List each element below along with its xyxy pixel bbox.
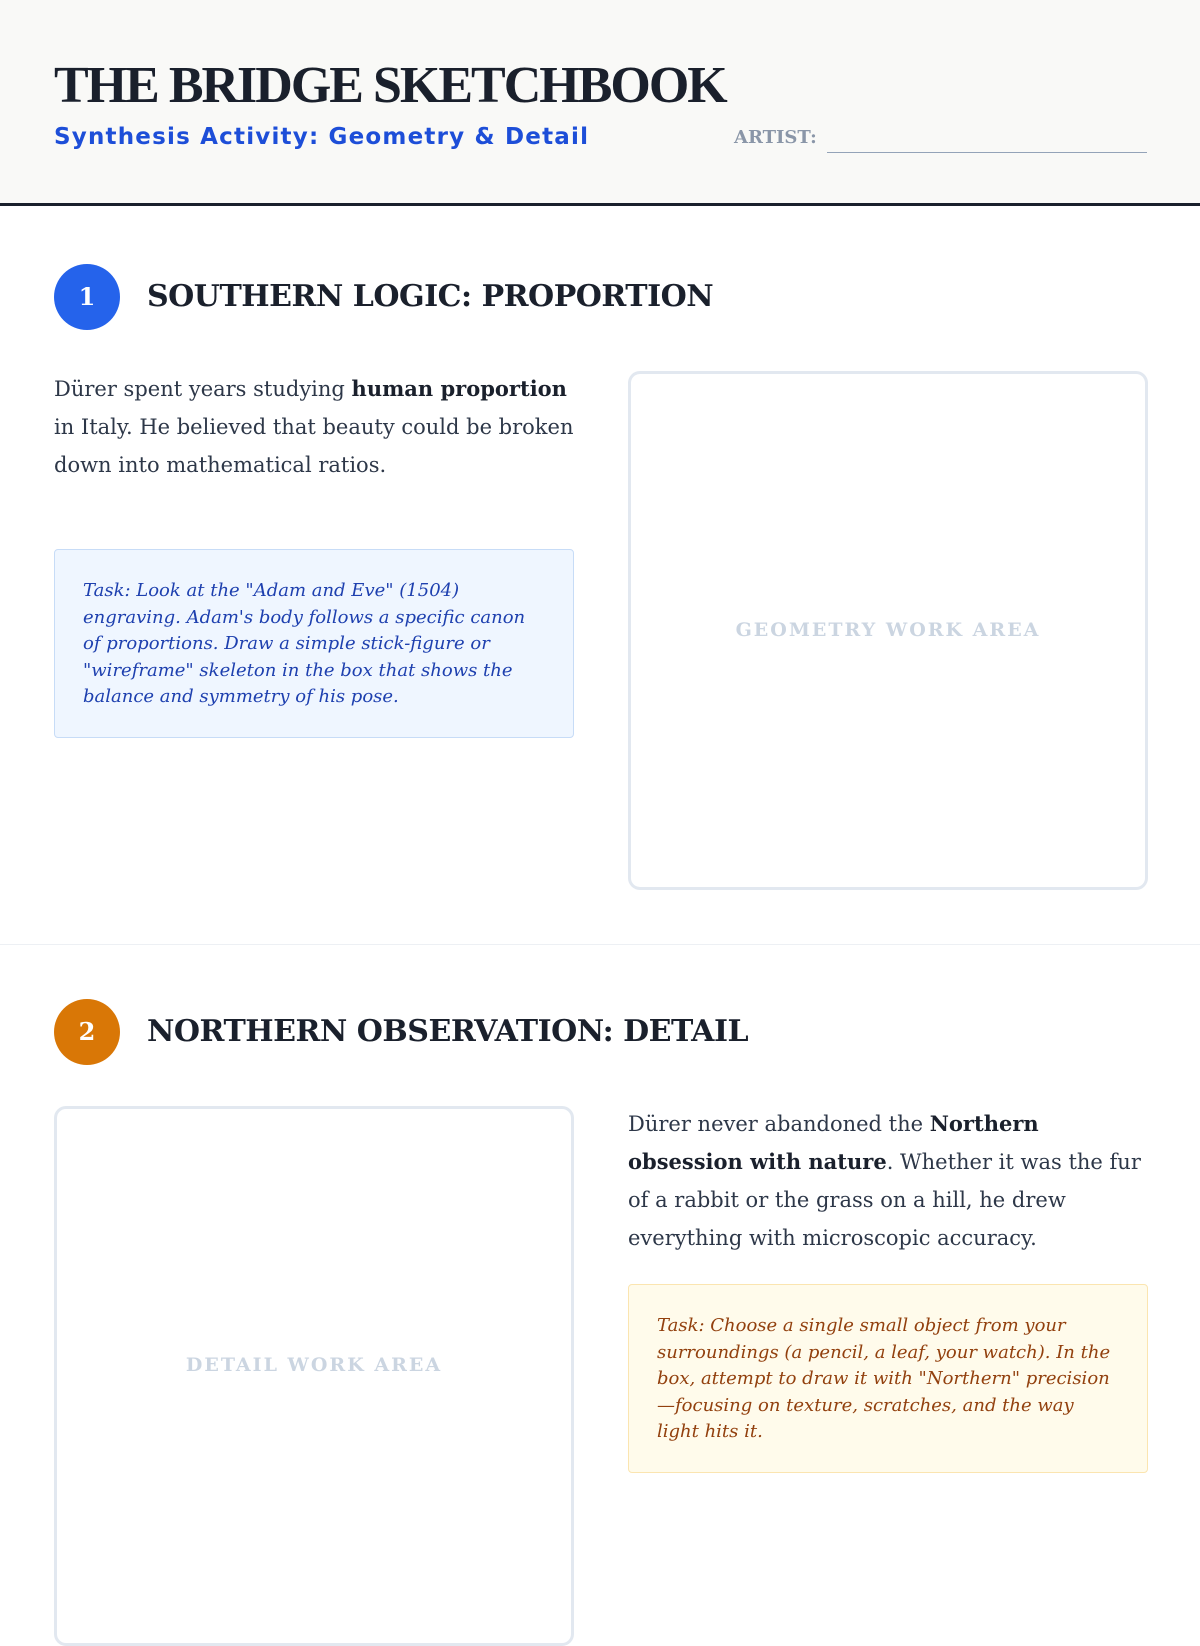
artist-label: ARTIST: xyxy=(734,127,817,148)
section-2-heading: NORTHERN OBSERVATION: DETAIL xyxy=(147,1014,749,1049)
section-1-number-badge: 1 xyxy=(54,264,120,330)
page-header xyxy=(0,0,1200,206)
section-divider xyxy=(0,944,1200,945)
geometry-work-area-label: GEOMETRY WORK AREA xyxy=(735,619,1041,641)
section-1-paragraph xyxy=(54,370,574,484)
section-1-paragraph-emphasis: human proportion xyxy=(351,376,567,401)
artist-name-field[interactable] xyxy=(827,152,1147,153)
section-2-paragraph-emphasis: Northern obsession with nature xyxy=(628,1111,1039,1174)
section-2-number-badge: 2 xyxy=(54,999,120,1065)
section-2-task-box: Task: Choose a single small object from your surroundings (a pencil, a leaf, your watch). In the box, attempt to draw it with "Northern" precision—focusing on texture, scratches, and the way light hits it. xyxy=(628,1284,1148,1473)
section-2-paragraph xyxy=(628,1105,1148,1257)
detail-work-area[interactable] xyxy=(54,1106,574,1646)
section-1-heading: SOUTHERN LOGIC: PROPORTION xyxy=(147,279,714,314)
section-1-paragraph-text-start: Dürer spent years studying xyxy=(54,377,352,401)
section-1-paragraph-text-end: in Italy. He believed that beauty could be broken down into mathematical ratios. xyxy=(54,415,574,477)
page-subtitle: Synthesis Activity: Geometry & Detail xyxy=(54,124,590,150)
section-2-paragraph-text-start: Dürer never abandoned the xyxy=(628,1112,930,1136)
section-2-paragraph-text-end: . Whether it was the fur of a rabbit or the grass on a hill, he drew everything with microscopic accuracy. xyxy=(628,1150,1141,1250)
detail-work-area-label: DETAIL WORK AREA xyxy=(185,1354,443,1376)
page-title: THE BRIDGE SKETCHBOOK xyxy=(54,57,726,114)
section-1-task-box: Task: Look at the "Adam and Eve" (1504) engraving. Adam's body follows a specific canon of proportions. Draw a simple stick-figure or "wireframe" skeleton in the box that shows the balance and symmetry of his pose. xyxy=(54,549,574,738)
geometry-work-area[interactable] xyxy=(628,371,1148,890)
